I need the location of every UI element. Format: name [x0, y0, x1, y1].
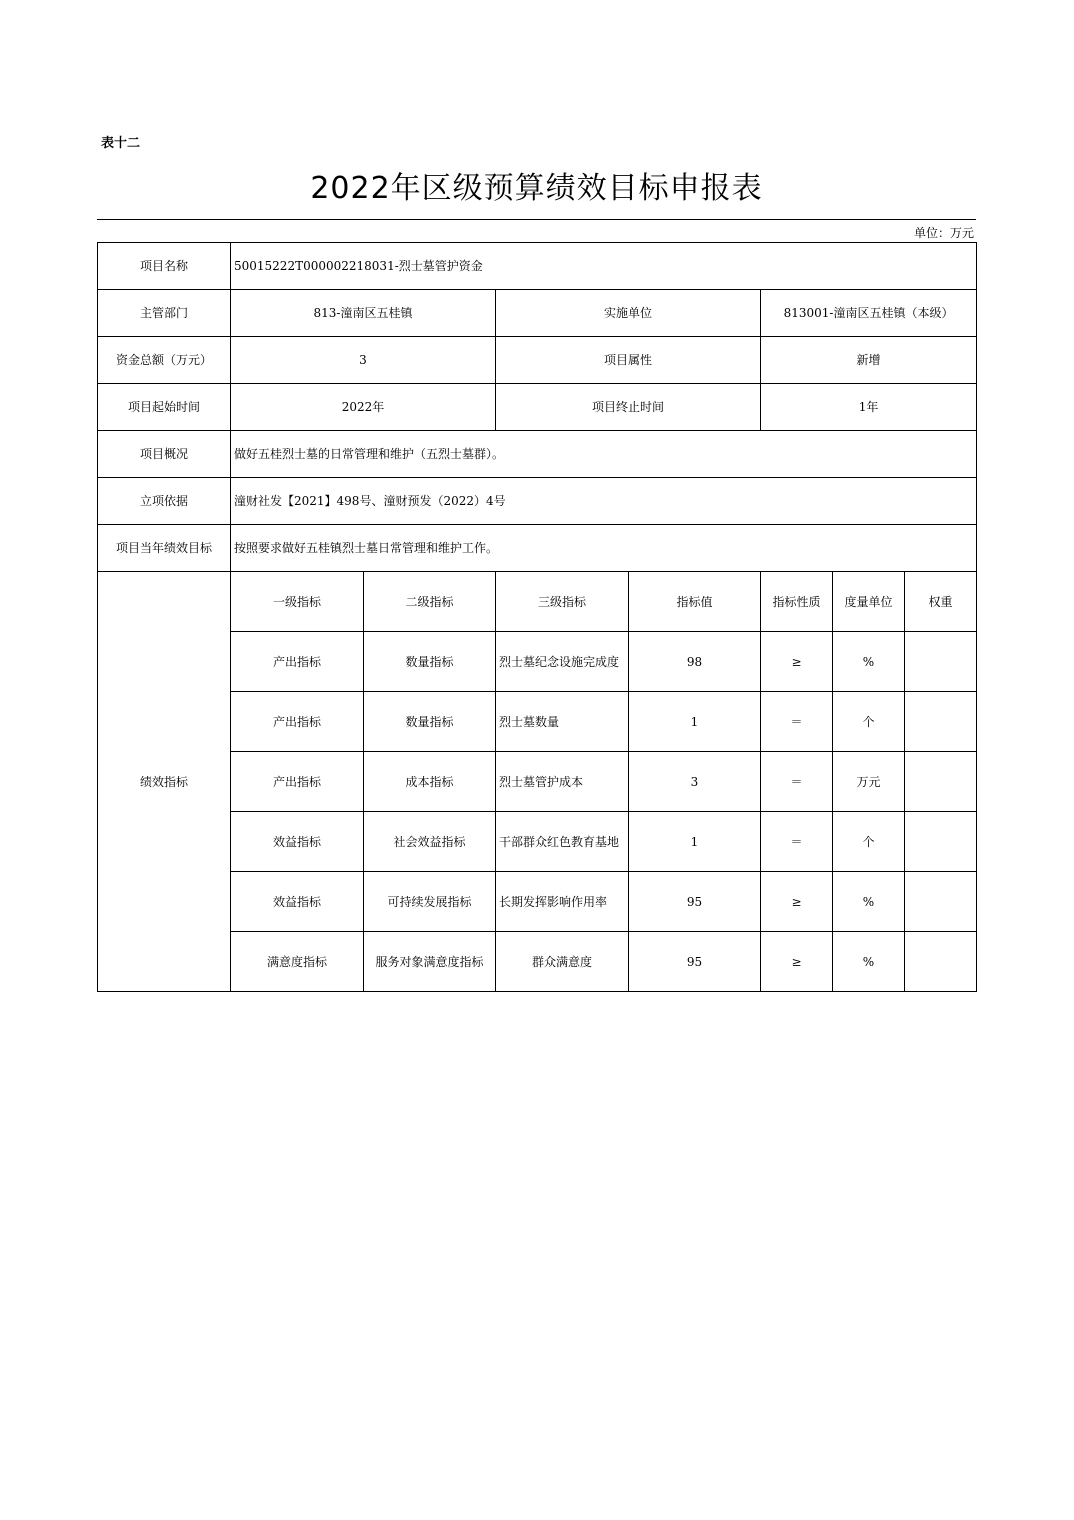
overview-label: 项目概况 — [98, 431, 231, 478]
implementing-unit-label: 实施单位 — [496, 290, 761, 337]
end-time-value: 1年 — [761, 384, 977, 431]
nature-cell: ≥ — [761, 932, 833, 992]
department-label: 主管部门 — [98, 290, 231, 337]
goal-label: 项目当年绩效目标 — [98, 525, 231, 572]
column-header: 一级指标 — [231, 572, 364, 632]
level1-cell: 产出指标 — [231, 752, 364, 812]
department-row — [98, 290, 977, 337]
column-header: 三级指标 — [496, 572, 629, 632]
nature-cell: ＝ — [761, 812, 833, 872]
unit-note: 单位：万元 — [913, 226, 974, 240]
goal-row — [98, 525, 977, 572]
weight-cell — [905, 812, 977, 872]
fund-total-value: 3 — [231, 337, 496, 384]
level3-cell: 群众满意度 — [496, 932, 629, 992]
unit-cell: 个 — [833, 692, 905, 752]
level2-cell: 数量指标 — [364, 632, 496, 692]
column-header: 度量单位 — [833, 572, 905, 632]
basis-row — [98, 478, 977, 525]
level1-cell: 满意度指标 — [231, 932, 364, 992]
level1-cell: 产出指标 — [231, 692, 364, 752]
goal-value: 按照要求做好五桂镇烈士墓日常管理和维护工作。 — [231, 525, 977, 572]
level2-cell: 成本指标 — [364, 752, 496, 812]
indicator-section-label: 绩效指标 — [98, 572, 231, 992]
level1-cell: 产出指标 — [231, 632, 364, 692]
value-cell: 1 — [629, 692, 761, 752]
start-time-value: 2022年 — [231, 384, 496, 431]
value-cell: 98 — [629, 632, 761, 692]
budget-performance-table — [97, 242, 977, 992]
column-header: 指标值 — [629, 572, 761, 632]
level3-cell: 烈士墓管护成本 — [496, 752, 629, 812]
weight-cell — [905, 632, 977, 692]
project-name-value: 50015222T000002218031-烈士墓管护资金 — [231, 243, 977, 290]
weight-cell — [905, 752, 977, 812]
implementing-unit-value: 813001-潼南区五桂镇（本级） — [761, 290, 977, 337]
basis-label: 立项依据 — [98, 478, 231, 525]
weight-cell — [905, 872, 977, 932]
level3-cell: 干部群众红色教育基地 — [496, 812, 629, 872]
period-row — [98, 384, 977, 431]
title-divider — [97, 219, 976, 220]
department-value: 813-潼南区五桂镇 — [231, 290, 496, 337]
fund-row — [98, 337, 977, 384]
column-header: 指标性质 — [761, 572, 833, 632]
unit-cell: % — [833, 632, 905, 692]
unit-cell: % — [833, 872, 905, 932]
level2-cell: 社会效益指标 — [364, 812, 496, 872]
level1-cell: 效益指标 — [231, 812, 364, 872]
level3-cell: 长期发挥影响作用率 — [496, 872, 629, 932]
nature-cell: ≥ — [761, 872, 833, 932]
project-name-label: 项目名称 — [98, 243, 231, 290]
level2-cell: 服务对象满意度指标 — [364, 932, 496, 992]
column-header: 权重 — [905, 572, 977, 632]
level1-cell: 效益指标 — [231, 872, 364, 932]
unit-cell: 万元 — [833, 752, 905, 812]
project-attribute-value: 新增 — [761, 337, 977, 384]
value-cell: 1 — [629, 812, 761, 872]
page-title: 2022年区级预算绩效目标申报表 — [310, 171, 763, 206]
indicator-header-row — [98, 572, 977, 632]
nature-cell: ＝ — [761, 692, 833, 752]
value-cell: 95 — [629, 872, 761, 932]
nature-cell: ≥ — [761, 632, 833, 692]
value-cell: 95 — [629, 932, 761, 992]
nature-cell: ＝ — [761, 752, 833, 812]
level3-cell: 烈士墓数量 — [496, 692, 629, 752]
unit-cell: % — [833, 932, 905, 992]
weight-cell — [905, 932, 977, 992]
level3-cell: 烈士墓纪念设施完成度 — [496, 632, 629, 692]
overview-row — [98, 431, 977, 478]
basis-value: 潼财社发【2021】498号、潼财预发（2022）4号 — [231, 478, 977, 525]
unit-cell: 个 — [833, 812, 905, 872]
fund-total-label: 资金总额（万元） — [98, 337, 231, 384]
column-header: 二级指标 — [364, 572, 496, 632]
start-time-label: 项目起始时间 — [98, 384, 231, 431]
level2-cell: 数量指标 — [364, 692, 496, 752]
overview-value: 做好五桂烈士墓的日常管理和维护（五烈士墓群）。 — [231, 431, 977, 478]
weight-cell — [905, 692, 977, 752]
project-name-row — [98, 243, 977, 290]
level2-cell: 可持续发展指标 — [364, 872, 496, 932]
end-time-label: 项目终止时间 — [496, 384, 761, 431]
table-number: 表十二 — [101, 136, 141, 151]
project-attribute-label: 项目属性 — [496, 337, 761, 384]
value-cell: 3 — [629, 752, 761, 812]
